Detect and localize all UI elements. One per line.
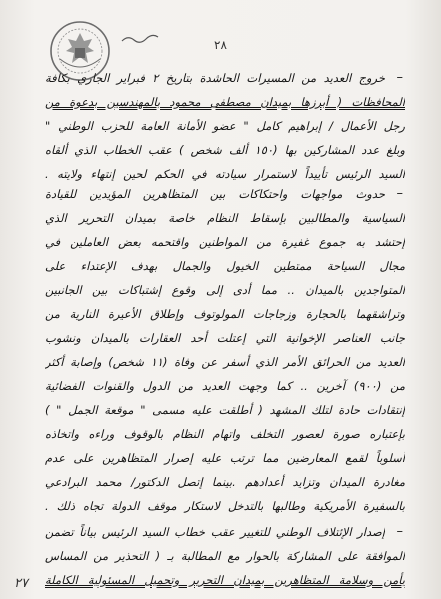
corner-page-number: ٢٧	[14, 576, 28, 591]
text-line: خروج العديد من المسيرات الحاشدة بتاريخ ٢ فبراير الجاري بكافة	[45, 71, 385, 85]
text-line: وبلغ عدد المشاركين بها (١٥٠ ألف شخص ) عقب الخطاب الذي ألقاه	[45, 143, 405, 157]
text-line: إنتقادات حادة لتلك المشهد ( أطلقت عليه مسمى " موقعة الجمل " )	[45, 403, 405, 417]
text-line: بأمن وسلامة المتظاهرين بميدان التحرير وتحميل المسئولية الكاملة	[45, 573, 405, 587]
text-line: بالسفيرة الأمريكية وطالبها بالتدخل لاستكار موقف الدولة تجاه ذلك .	[45, 499, 405, 513]
text-line: أسلوباً لقمع المعارضين مما ترتب عليه إصرار المتظاهرين على عدم	[45, 451, 405, 465]
text-line: رجل الأعمال / إبراهيم كامل " عضو الأمانة العامة للحزب الوطني "	[45, 119, 405, 133]
text-line: وتراشقهما بالحجارة وزجاجات المولوتوف وإطلاق الأعيرة النارية من	[45, 307, 405, 321]
text-line: جانب العناصر الإخوانية التي إعتلت أحد العقارات بالميدان ونشوب	[45, 331, 405, 345]
text-line: إحتشد به جموع غفيرة من المواطنين واقتحمه بعض العاملين في	[45, 235, 405, 249]
text-line: بإعتباره صورة لعصور التخلف واتهام النظام بالوقوف وراءه واتخاذه	[45, 427, 405, 441]
text-line: العديد من الحرائق الأمر الذي أسفر عن وفاة (١١ شخص) وإصابة أكثر	[45, 355, 405, 369]
text-line: السيد الرئيس تأييداً لاستمرار سيادته في الحكم لحين إنتهاء ولايته .	[45, 167, 405, 181]
text-line: مغادرة الميدان وتزايد أعدادهم .بينما إتصل الدكتور/ محمد البرادعي	[45, 475, 405, 489]
text-line: المحافظات ( أبرزها بميدان مصطفى محمود بالمهندسين بدعوة من	[45, 95, 405, 109]
text-line: إصدار الإئتلاف الوطني للتغيير عقب خطاب السيد الرئيس بياناً تضمن	[45, 525, 385, 539]
bullet-dash: –	[396, 524, 403, 539]
bullet-dash: –	[396, 70, 403, 85]
text-line: السياسية والمطالبين بإسقاط النظام خاصة بميدان التحرير الذي	[45, 211, 405, 225]
text-line: المتواجدين بالميدان .. مما أدى إلى وقوع إشتباكات بين الجانبين	[45, 283, 405, 297]
text-line: حدوث مواجهات واحتكاكات بين المتظاهرين المؤيدين للقيادة	[45, 187, 385, 201]
bullet-dash: –	[396, 186, 403, 201]
text-line: مجال السياحة ممتطين الخيول والجمال بهدف الإعتداء على	[45, 259, 405, 273]
text-line: الموافقة على المشاركة بالحوار مع المطالبة بـ ( التحذير من المساس	[45, 549, 405, 563]
text-line: من (٩٠٠) آخرين .. كما وجهت العديد من الدول والقنوات الفضائية	[45, 379, 405, 393]
page-number: ٢٨	[214, 38, 227, 52]
